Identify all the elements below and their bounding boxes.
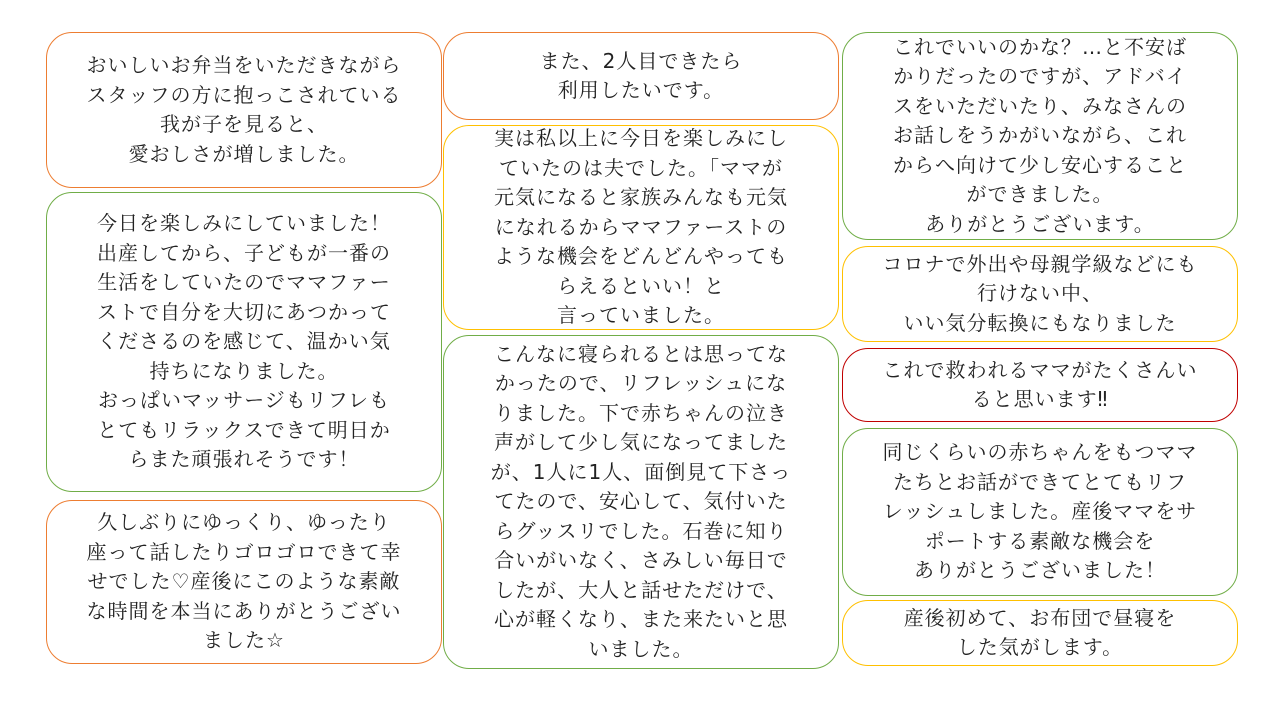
comment-text: これでいいのかな？…と不安ば かりだったのですが、アドバイ スをいただいたり、みなさんの お話しをうかがいながら、これ からへ向けて少し安心すること ができました。 ありがとうございます。 <box>893 34 1187 236</box>
comment-text: おいしいお弁当をいただきながら スタッフの方に抱っこされている 我が子を見ると、 愛おしさが増しました。 <box>86 53 402 166</box>
comment-card-same-age-babies <box>842 428 1238 596</box>
comment-card-good-sleep <box>443 335 839 669</box>
comment-text: 実は私以上に今日を楽しみにし ていたのは夫でした。「ママが 元気になると家族みんなも元気 になれるからママファーストの ような機会をどんどんやっても らえるといい！と 言っていました。 <box>494 126 788 328</box>
comment-card-mama-first <box>46 192 442 492</box>
comment-card-saved-moms <box>842 348 1238 422</box>
comment-text: また、2人目できたら 利用したいです。 <box>539 48 743 102</box>
comment-card-advice <box>842 32 1238 240</box>
comment-card-husband <box>443 125 839 330</box>
comment-card-relaxing-time <box>46 500 442 664</box>
comment-card-nap <box>842 600 1238 666</box>
comment-text: 久しぶりにゆっくり、ゆったり 座って話したりゴロゴロできて幸 せでした♡産後にこのような素敵 な時間を本当にありがとうござい ました☆ <box>86 510 402 653</box>
comment-card-second-child <box>443 32 839 120</box>
comment-card-corona <box>842 246 1238 342</box>
comment-text: 産後初めて、お布団で昼寝を した気がします。 <box>903 605 1177 659</box>
comment-text: これで救われるママがたくさんい ると思います‼ <box>882 357 1198 411</box>
comment-text: 今日を楽しみにしていました！ 出産してから、子どもが一番の 生活をしていたのでママファー ストで自分を大切にあつかって くださるのを感じて、温かい気 持ちになりました。 おっぱいマッサージもリフレも とてもリラックスできて明日か らまた頑張れそうです！ <box>97 211 391 472</box>
comment-card-bento <box>46 32 442 188</box>
comment-text: コロナで外出や母親学級などにも 行けない中、 いい気分転換にもなりました <box>882 251 1198 335</box>
comment-text: こんなに寝られるとは思ってな かったので、リフレッシュにな りました。下で赤ちゃんの泣き 声がして少し気になってました が、1人に1人、面倒見て下さっ てたので、安心して、気付いた らグッスリでした。石巻に知り 合いがいなく、さみしい毎日で したが、大人と話せただけで、 心が軽くなり、また来たいと思 いました。 <box>490 341 792 661</box>
comment-text: 同じくらいの赤ちゃんをもつママ たちとお話ができてとてもリフ レッシュしました。産後ママをサ ポートする素敵な機会を ありがとうございました！ <box>882 440 1198 583</box>
